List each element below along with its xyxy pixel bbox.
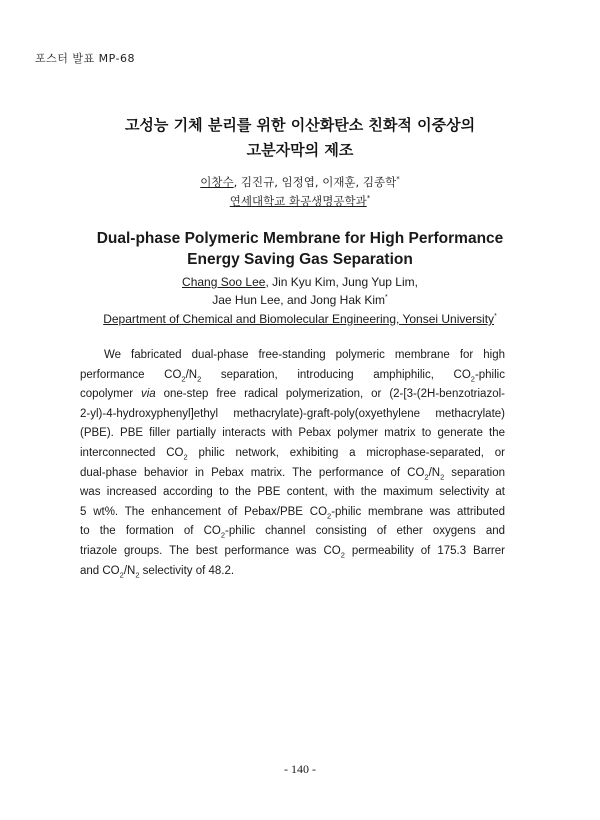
abstract-line: 2-yl)-4-hydroxyphenyl]ethyl methacrylate)-graft-poly(oxyethylene methacrylate) [80, 407, 505, 420]
via-italic: via [140, 388, 156, 401]
korean-title-line-2: 고분자막의 제조 [246, 141, 354, 159]
korean-affiliation [40, 193, 560, 209]
korean-first-author: 이창수 [200, 175, 234, 189]
korean-other-authors: , 김진규, 임정엽, 이재훈, 김종학 [233, 175, 397, 189]
abstract-line: interconnected $CO_2$ philic network, exhibiting a microphase-separated, or [80, 446, 505, 462]
english-affiliation-mark: * [494, 313, 497, 320]
abstract-line: (PBE). PBE filler partially interacts with Pebax polymer matrix to generate the [80, 427, 505, 440]
abstract-line: and $CO_2/N_2$ selectivity of 48.2. [80, 564, 235, 579]
english-authors-line-1 [40, 273, 560, 291]
english-corresponding-mark: * [385, 294, 388, 301]
page-number: - 140 - [284, 762, 316, 776]
abstract-line: performance $CO_2/N_2$ separation, introducing amphiphilic, $CO_2$-philic [80, 368, 505, 383]
abstract-line: to the formation of $CO_2$-philic channel consisting of ether oxygens and [80, 525, 506, 540]
session-label: 포스터 발표 MP-68 [35, 52, 135, 65]
english-first-author: Chang Soo Lee [182, 275, 266, 289]
abstract-line: dual-phase behavior in Pebax matrix. The performance of $CO_2/N_2$ separation [80, 466, 505, 481]
english-authors-line-2 [40, 291, 560, 309]
abstract-line: 5 wt%. The enhancement of Pebax/PBE $CO_2$-philic membrane was attributed [80, 505, 505, 521]
english-authors-line-2-text: Jae Hun Lee, and Jong Hak Kim [212, 293, 386, 307]
abstract-line: We fabricated dual-phase free-standing polymeric membrane for high [104, 349, 505, 361]
korean-authors [40, 174, 560, 190]
corresponding-mark: * [396, 175, 400, 184]
english-affiliation-text: Department of Chemical and Biomolecular Engineering, Yonsei University [103, 312, 495, 326]
english-title-line-2: Energy Saving Gas Separation [187, 251, 413, 268]
korean-title-line-1: 고성능 기체 분리를 위한 이산화탄소 친화적 이중상의 [124, 116, 476, 134]
english-affiliation [40, 310, 560, 328]
abstract-line: was increased according to the PBE content, with the maximum selectivity at [80, 486, 505, 499]
korean-affiliation-text: 연세대학교 화공생명공학과 [229, 194, 367, 208]
affiliation-mark: * [366, 194, 371, 203]
abstract [80, 346, 505, 581]
abstract-line: triazole groups. The best performance was $CO_2$ permeability of 175.3 Barrer [80, 544, 505, 560]
abstract-line: copolymer via one-step free radical polymerization, or (2-[3-(2H-benzotriazol- [80, 388, 505, 401]
english-title-line-1: Dual-phase Polymeric Membrane for High Performance [96, 230, 504, 247]
english-authors-rest: , Jin Kyu Kim, Jung Yup Lim, [265, 275, 418, 289]
